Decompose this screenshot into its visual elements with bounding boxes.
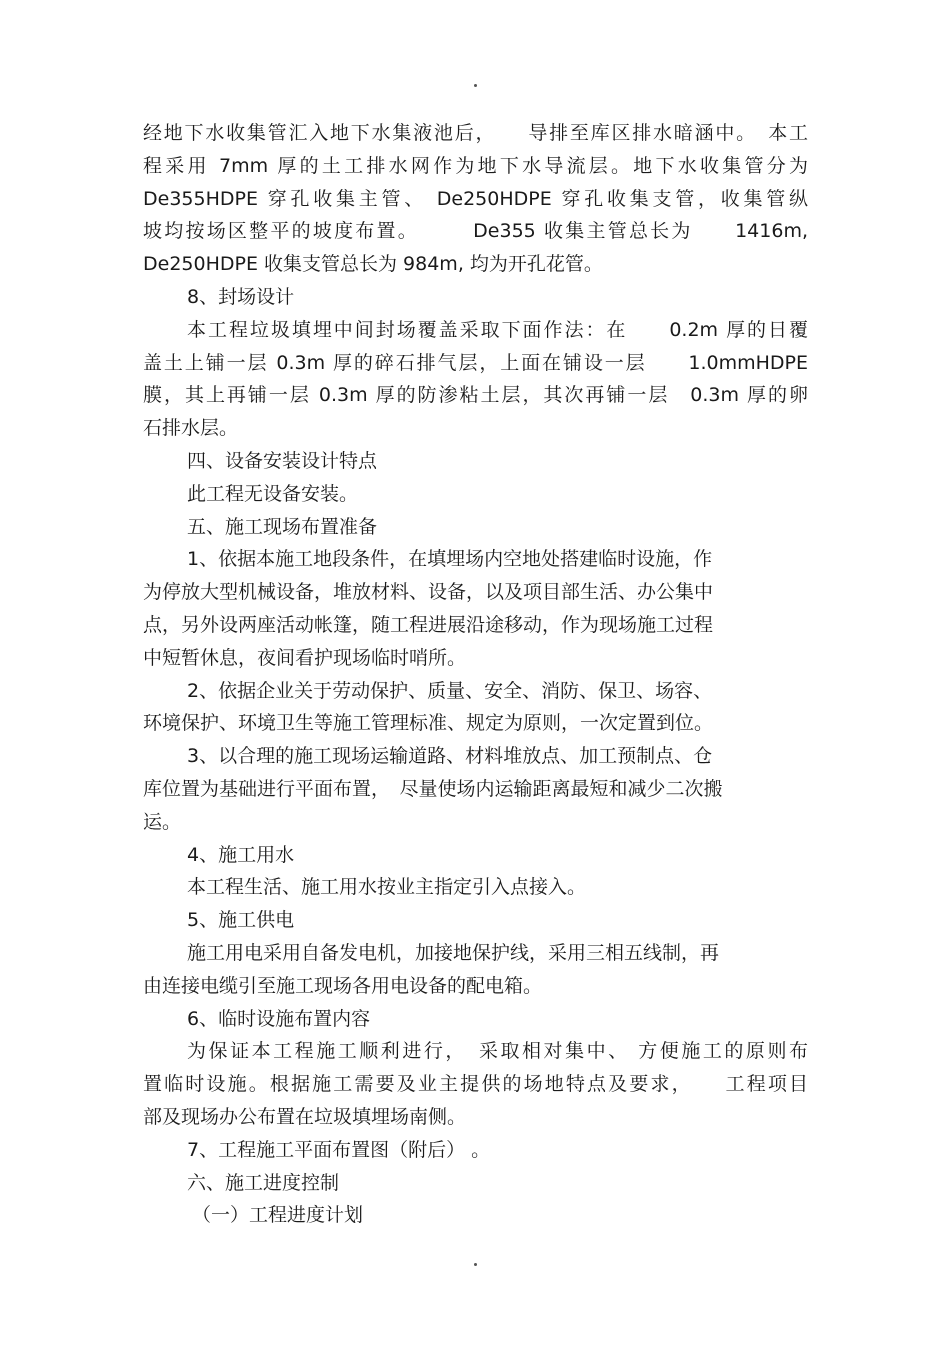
paragraph-line: 本工程生活、施工用水按业主指定引入点接入。 <box>187 876 587 899</box>
section-heading: 四、设备安装设计特点 <box>187 449 378 472</box>
header-mark <box>474 84 477 87</box>
paragraph-line: 盖土上铺一层 0.3m 厚的碎石排气层，上面在铺设一层 1.0mmHDPE <box>143 351 808 374</box>
paragraph-line: 部及现场办公布置在垃圾填埋场南侧。 <box>143 1105 467 1128</box>
paragraph-line: 1、依据本施工地段条件，在填埋场内空地处搭建临时设施，作 <box>187 548 713 571</box>
section-heading: 6、临时设施布置内容 <box>187 1007 371 1030</box>
footer-mark <box>474 1263 477 1266</box>
paragraph-line: 置临时设施。根据施工需要及业主提供的场地特点及要求， 工程项目 <box>143 1073 808 1096</box>
paragraph-line: 膜，其上再铺一层 0.3m 厚的防渗粘土层，其次再铺一层 0.3m 厚的卵 <box>143 384 808 407</box>
section-heading: 4、施工用水 <box>187 843 295 866</box>
paragraph-line: 环境保护、环境卫生等施工管理标准、规定为原则，一次定置到位。 <box>143 712 714 735</box>
paragraph-line: 本工程垃圾填埋中间封场覆盖采取下面作法：在 0.2m 厚的日覆 <box>187 318 808 341</box>
section-heading: 5、施工供电 <box>187 909 295 932</box>
paragraph-line: 7、工程施工平面布置图（附后） 。 <box>187 1138 491 1161</box>
paragraph-line: 点，另外设两座活动帐篷，随工程进展沿途移动，作为现场施工过程 <box>143 613 714 636</box>
paragraph-line: De250HDPE 收集支管总长为 984m, 均为开孔花管。 <box>143 253 603 276</box>
paragraph-line: 坡均按场区整平的坡度布置。 De355 收集主管总长为 1416m, <box>143 220 808 243</box>
paragraph-line: 中短暂休息，夜间看护现场临时哨所。 <box>143 646 467 669</box>
paragraph-line: 此工程无设备安装。 <box>187 482 359 505</box>
paragraph-line: 为保证本工程施工顺利进行， 采取相对集中、 方便施工的原则布 <box>187 1040 808 1063</box>
paragraph-line: 石排水层。 <box>143 417 239 440</box>
paragraph-line: 运。 <box>143 810 182 833</box>
paragraph-line: 为停放大型机械设备，堆放材料、设备，以及项目部生活、办公集中 <box>143 581 714 604</box>
paragraph-line: 施工用电采用自备发电机，加接地保护线，采用三相五线制，再 <box>187 941 720 964</box>
document-body <box>143 117 808 1232</box>
paragraph-line: 经地下水收集管汇入地下水集液池后， 导排至库区排水暗涵中。 本工 <box>143 122 808 144</box>
section-heading: 六、施工进度控制 <box>187 1171 340 1194</box>
paragraph-line: De355HDPE 穿孔收集主管、 De250HDPE 穿孔收集支管，收集管纵 <box>143 187 808 210</box>
paragraph-line: 2、依据企业关于劳动保护、质量、安全、消防、保卫、场容、 <box>187 679 713 702</box>
paragraph-line: 由连接电缆引至施工现场各用电设备的配电箱。 <box>143 974 543 997</box>
paragraph-line: 3、以合理的施工现场运输道路、材料堆放点、加工预制点、仓 <box>187 745 713 768</box>
subsection-heading: （一）工程进度计划 <box>192 1204 364 1227</box>
section-heading: 8、封场设计 <box>187 285 295 308</box>
paragraph-line: 库位置为基础进行平面布置， 尽量使场内运输距离最短和减少二次搬 <box>143 777 723 800</box>
paragraph-line: 程采用 7mm 厚的土工排水网作为地下水导流层。地下水收集管分为 <box>143 154 808 177</box>
section-heading: 五、施工现场布置准备 <box>187 515 378 538</box>
